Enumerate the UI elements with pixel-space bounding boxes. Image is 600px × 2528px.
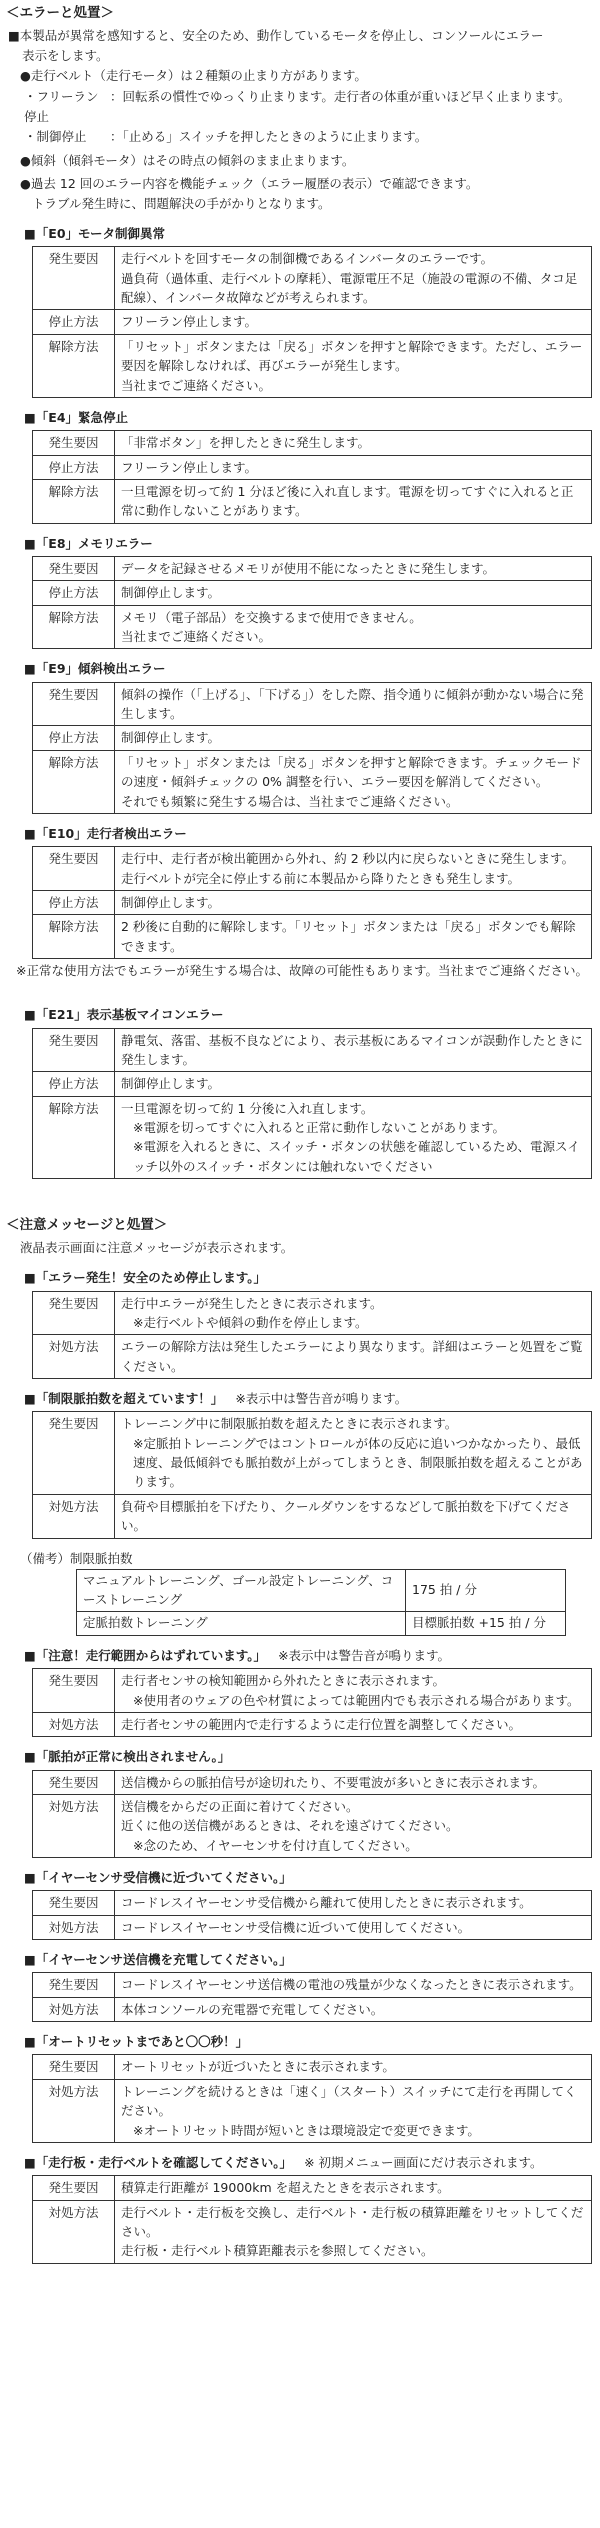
row-label: 発生要因 <box>33 847 115 891</box>
cautions-intro: 液晶表示画面に注意メッセージが表示されます。 <box>20 1240 294 1256</box>
row-value-line: ※オートリセット時間が短いときは環境設定で変更できます。 <box>133 2122 480 2138</box>
row-value-line: エラーの解除方法は発生したエラーにより異なります。詳細はエラーと処置をご覧ください。 <box>121 1339 583 1374</box>
row-label: 発生要因 <box>33 2176 115 2200</box>
row-value-line: 「リセット」ボタンまたは「戻る」ボタンを押すと解除できます。ただし、エラー要因を解除しなければ、再びエラーが発生します。 <box>121 338 583 374</box>
row-label: 発生要因 <box>33 1770 115 1794</box>
table-row <box>33 455 592 479</box>
row-value <box>115 1713 592 1737</box>
row-value <box>115 1770 592 1794</box>
row-label: 停止方法 <box>33 890 115 914</box>
table-row <box>33 334 592 397</box>
row-value <box>115 682 592 726</box>
info-table <box>32 1972 592 2022</box>
row-value-line: 送信機をからだの正面に着けてください。 <box>121 1799 359 1815</box>
row-value-line: ※定脈拍トレーニングではコントロールが体の反応に追いつかなかったり、最低速度、最低傾斜でも脈拍数が上がってしまうとき、制限脈拍数を超えることがあります。 <box>133 1435 583 1490</box>
section-title <box>6 824 592 844</box>
row-value <box>115 1412 592 1495</box>
row-label: 対処方法 <box>33 1795 115 1858</box>
section-title <box>6 1950 592 1970</box>
section-title-text: ■「E21」表示基板マイコンエラー <box>24 1007 224 1023</box>
spacer <box>6 981 592 995</box>
row-label: 解除方法 <box>33 605 115 649</box>
table-row <box>33 1072 592 1096</box>
row-value <box>115 1335 592 1379</box>
section-title-text: ■「走行板・走行ベルトを確認してください。」 <box>24 2154 293 2170</box>
row-label: 停止方法 <box>33 1072 115 1096</box>
row-value <box>115 1291 592 1335</box>
row-label: 発生要因 <box>33 1669 115 1713</box>
row-label: 対処方法 <box>33 1335 115 1379</box>
reference-cell: 目標脈拍数 +15 拍 / 分 <box>406 1612 566 1636</box>
row-label: 発生要因 <box>33 1412 115 1495</box>
row-label: 発生要因 <box>33 1291 115 1335</box>
row-value-line: ※走行ベルトや傾斜の動作を停止します。 <box>133 1314 368 1330</box>
table-row <box>33 1028 592 1072</box>
table-row <box>33 1096 592 1179</box>
section-title-text: ■「E0」モータ制御異常 <box>24 226 166 242</box>
row-value-line: コードレスイヤーセンサ受信機から離れて使用したときに表示されます。 <box>121 1895 532 1911</box>
section-title-text: ■「注意！走行範囲からはずれています。」 <box>24 1648 267 1664</box>
row-value <box>115 1096 592 1179</box>
table-row <box>33 1997 592 2021</box>
row-value <box>115 1795 592 1858</box>
row-label: 対処方法 <box>33 2200 115 2263</box>
row-value-line: 「リセット」ボタンまたは「戻る」ボタンを押すと解除できます。チェックモードの速度・傾斜チェックの 0% 調整を行い、エラー要因を解消してください。 <box>121 754 582 790</box>
row-label: 対処方法 <box>33 1713 115 1737</box>
row-value <box>115 1973 592 1997</box>
row-label: 対処方法 <box>33 1494 115 1538</box>
row-value-line: ※使用者のウェアの色や材質によっては範囲内でも表示される場合があります。 <box>133 1692 580 1708</box>
error-sections <box>6 224 592 1179</box>
row-value <box>115 1891 592 1915</box>
row-value <box>115 1669 592 1713</box>
row-value-line: 走行板・走行ベルト積算距離表示を参照してください。 <box>121 2243 434 2259</box>
info-table <box>32 682 592 814</box>
row-value-line: データを記録させるメモリが使用不能になったときに発生します。 <box>121 560 496 576</box>
info-table <box>32 1668 592 1737</box>
row-value-line: 当社までご連絡ください。 <box>121 377 272 393</box>
row-value-line: 一旦電源を切って約 1 分ほど後に入れ直します。電源を切ってすぐに入れると正常に動作しないことがあります。 <box>121 483 574 519</box>
section-title <box>6 1389 592 1409</box>
section-title <box>6 1005 592 1025</box>
reference-title: （備考）制限脈拍数 <box>20 1550 133 1566</box>
table-row <box>33 1291 592 1335</box>
info-table <box>32 2175 592 2264</box>
row-value-line: 負荷や目標脈拍を下げたり、クールダウンをするなどして脈拍数を下げてください。 <box>121 1498 571 1534</box>
row-value-line: 走行者センサの検知範囲から外れたときに表示されます。 <box>121 1673 446 1689</box>
row-value-line: 走行者センサの範囲内で走行するように走行位置を調整してください。 <box>121 1717 522 1733</box>
stop-types-title: ●走行ベルト（走行モータ）は２種類の止まり方があります。 <box>20 68 367 84</box>
info-table <box>32 1028 592 1180</box>
section-title-text: ■「E4」緊急停止 <box>24 409 129 425</box>
table-row <box>77 1612 566 1636</box>
section-title <box>6 1268 592 1288</box>
section-title-text: ■「制限脈拍数を超えています！」 <box>24 1391 224 1407</box>
row-value-line: コードレスイヤーセンサ送信機の電池の残量が少なくなったときに表示されます。 <box>121 1977 582 1993</box>
errors-intro-line: 表示をします。 <box>22 48 109 64</box>
section-title-text: ■「E10」走行者検出エラー <box>24 825 187 841</box>
row-value-line: ※電源を切ってすぐに入れると正常に動作しないことがあります。 <box>133 1120 505 1136</box>
table-row <box>33 1973 592 1997</box>
table-row <box>33 682 592 726</box>
info-table <box>32 1291 592 1380</box>
row-label: 発生要因 <box>33 1028 115 1072</box>
row-value <box>115 1494 592 1538</box>
table-row <box>33 1891 592 1915</box>
table-row <box>33 556 592 580</box>
row-value-line: 積算走行距離が 19000km を超えたときを表示されます。 <box>121 2180 450 2196</box>
section-title <box>6 2032 592 2052</box>
reference-table <box>76 1569 566 1636</box>
stop-type-controlled <box>6 127 592 147</box>
cautions-heading: ＜注意メッセージと処置＞ <box>6 1217 168 1234</box>
stop-type-term: ・フリーラン停止 <box>24 88 99 124</box>
row-value <box>115 2176 592 2200</box>
row-value-line: 制御停止します。 <box>121 894 221 910</box>
section-title-note: ※表示中は警告音が鳴ります。 <box>278 1648 451 1664</box>
row-value-line: 当社までご連絡ください。 <box>121 629 272 645</box>
row-value <box>115 847 592 891</box>
info-table <box>32 1890 592 1940</box>
row-value <box>115 247 592 310</box>
section-title-text: ■「E9」傾斜検出エラー <box>24 661 166 677</box>
history-note-sub: トラブル発生時に、問題解決の手がかりとなります。 <box>32 195 331 211</box>
row-label: 停止方法 <box>33 581 115 605</box>
section-title-text: ■「イヤーセンサ送信機を充電してください。」 <box>24 1952 292 1968</box>
row-label: 発生要因 <box>33 1973 115 1997</box>
section-title-text: ■「E8」メモリエラー <box>24 535 153 551</box>
row-value <box>115 1072 592 1096</box>
table-row <box>33 847 592 891</box>
row-value-line: コードレスイヤーセンサ受信機に近づいて使用してください。 <box>121 1919 471 1935</box>
info-table <box>32 846 592 959</box>
table-row <box>33 2055 592 2079</box>
row-value <box>115 1915 592 1939</box>
section-title <box>6 659 592 679</box>
row-value-line: メモリ（電子部品）を交換するまで使用できません。 <box>121 609 422 625</box>
row-value-line: それでも頻繁に発生する場合は、当社までご連絡ください。 <box>121 793 459 809</box>
stop-type-desc: ：「止める」スイッチを押したときのように止まります。 <box>110 129 428 145</box>
reference-cell: 定脈拍数トレーニング <box>77 1612 406 1636</box>
row-label: 解除方法 <box>33 915 115 959</box>
section-title <box>6 1868 592 1888</box>
info-table <box>32 2054 592 2143</box>
section-title-text: ■「イヤーセンサ受信機に近づいてください。」 <box>24 1870 292 1886</box>
row-label: 解除方法 <box>33 479 115 523</box>
info-table <box>32 430 592 524</box>
section-title <box>6 534 592 554</box>
table-row <box>33 1795 592 1858</box>
row-value <box>115 310 592 334</box>
row-value-line: 過負荷（過体重、走行ベルトの摩耗）、電源電圧不足（施設の電源の不備、タコ足配線）、インバータ故障などが考えられます。 <box>121 270 578 306</box>
tilt-note: ●傾斜（傾斜モータ）はその時点の傾斜のまま止まります。 <box>20 153 355 169</box>
row-value <box>115 479 592 523</box>
row-value-line: 「非常ボタン」を押したときに発生します。 <box>121 435 371 451</box>
row-value-line: 傾斜の操作（「上げる」、「下げる」）をした際、指令通りに傾斜が動かない場合に発生します。 <box>121 686 584 722</box>
table-row <box>33 2079 592 2142</box>
row-value <box>115 726 592 750</box>
row-value <box>115 1028 592 1072</box>
table-row <box>33 1669 592 1713</box>
table-row <box>33 2200 592 2263</box>
row-label: 停止方法 <box>33 455 115 479</box>
row-value <box>115 1997 592 2021</box>
row-value-line: 本体コンソールの充電器で充電してください。 <box>121 2001 384 2017</box>
row-value-line: 走行ベルト・走行板を交換し、走行ベルト・走行板の積算距離をリセットしてください。 <box>121 2204 584 2239</box>
row-value-line: 走行中エラーが発生したときに表示されます。 <box>121 1295 383 1311</box>
stop-type-desc: ：回転系の慣性でゆっくり止まります。走行者の体重が重いほど早く止まります。 <box>110 88 571 104</box>
table-row <box>33 1335 592 1379</box>
caution-sections-2 <box>6 1646 592 2264</box>
table-row <box>33 1915 592 1939</box>
row-value-line: 近くに他の送信機があるときは、それを遠ざけてください。 <box>121 1818 459 1834</box>
table-row <box>33 1412 592 1495</box>
errors-heading: ＜エラーと処置＞ <box>6 5 114 21</box>
row-value <box>115 605 592 649</box>
row-value-line: 2 秒後に自動的に解除します。「リセット」ボタンまたは「戻る」ボタンでも解除できます。 <box>121 919 576 954</box>
stop-type-term: ・制御停止 <box>24 129 87 145</box>
table-row <box>33 915 592 959</box>
row-value-line: 制御停止します。 <box>121 730 221 746</box>
reference-cell: マニュアルトレーニング、ゴール設定トレーニング、コーストレーニング <box>77 1569 406 1612</box>
row-label: 発生要因 <box>33 2055 115 2079</box>
errors-intro <box>6 26 592 67</box>
table-row <box>33 479 592 523</box>
section-title <box>6 2153 592 2173</box>
row-label: 発生要因 <box>33 556 115 580</box>
row-value <box>115 431 592 455</box>
section-title <box>6 224 592 244</box>
row-value-line: 走行中、走行者が検出範囲から外れ、約 2 秒以内に戻らないときに発生します。走行ベルトが完全に停止する前に本製品から降りたときも発生します。 <box>121 851 575 886</box>
row-value-line: ※念のため、イヤーセンサを付け直してください。 <box>133 1837 418 1853</box>
row-label: 対処方法 <box>33 1915 115 1939</box>
row-label: 停止方法 <box>33 726 115 750</box>
row-value-line: 静電気、落雷、基板不良などにより、表示基板にあるマイコンが誤動作したときに発生します。 <box>121 1032 583 1067</box>
section-title <box>6 1646 592 1666</box>
table-row <box>33 310 592 334</box>
row-value <box>115 890 592 914</box>
row-value <box>115 915 592 959</box>
info-table <box>32 246 592 398</box>
stop-type-freerun <box>6 87 592 128</box>
section-title-text: ■「脈拍が正常に検出されません。」 <box>24 1749 231 1765</box>
row-label: 対処方法 <box>33 1997 115 2021</box>
spacer <box>6 1179 592 1215</box>
section-note: ※正常な使用方法でもエラーが発生する場合は、故障の可能性もあります。当社までご連絡ください。 <box>16 963 588 979</box>
row-value <box>115 334 592 397</box>
table-row <box>33 581 592 605</box>
row-label: 停止方法 <box>33 310 115 334</box>
table-row <box>77 1569 566 1612</box>
row-value-line: 一旦電源を切って約 1 分後に入れ直します。 <box>121 1100 374 1116</box>
row-value <box>115 455 592 479</box>
row-label: 解除方法 <box>33 334 115 397</box>
row-value-line: 制御停止します。 <box>121 1076 221 1092</box>
row-value-line: ※電源を入れるときに、スイッチ・ボタンの状態を確認しているため、電源スイッチ以外のスイッチ・ボタンには触れないでください <box>133 1139 580 1174</box>
section-title <box>6 1747 592 1767</box>
row-label: 対処方法 <box>33 2079 115 2142</box>
row-label: 解除方法 <box>33 750 115 813</box>
row-label: 発生要因 <box>33 682 115 726</box>
row-value <box>115 581 592 605</box>
table-row <box>33 2176 592 2200</box>
table-row <box>33 247 592 310</box>
caution-sections <box>6 1268 592 1538</box>
row-value-line: トレーニングを続けるときは「速く」（スタート）スイッチにて走行を再開してください。 <box>121 2083 577 2119</box>
section-title-note: ※表示中は警告音が鳴ります。 <box>235 1391 408 1407</box>
errors-intro-line: ■本製品が異常を感知すると、安全のため、動作しているモータを停止し、コンソールにエラー <box>8 27 544 43</box>
table-row <box>33 890 592 914</box>
document <box>6 3 592 2264</box>
row-label: 解除方法 <box>33 1096 115 1179</box>
reference-cell: 175 拍 / 分 <box>406 1569 566 1612</box>
row-value-line: フリーラン停止します。 <box>121 459 258 475</box>
row-value-line: 制御停止します。 <box>121 585 221 601</box>
row-value <box>115 2079 592 2142</box>
row-value-line: 走行ベルトを回すモータの制御機であるインバータのエラーです。 <box>121 251 494 267</box>
row-value <box>115 2200 592 2263</box>
row-value-line: オートリセットが近づいたときに表示されます。 <box>121 2059 395 2075</box>
info-table <box>32 1411 592 1538</box>
section-title <box>6 408 592 428</box>
info-table <box>32 556 592 650</box>
row-value <box>115 2055 592 2079</box>
info-table <box>32 1770 592 1859</box>
row-value-line: フリーラン停止します。 <box>121 314 258 330</box>
section-title-note: ※ 初期メニュー画面にだけ表示されます。 <box>304 2154 543 2170</box>
table-row <box>33 431 592 455</box>
row-value <box>115 556 592 580</box>
history-note: ●過去 12 回のエラー内容を機能チェック（エラー履歴の表示）で確認できます。 <box>20 175 479 191</box>
table-row <box>33 1713 592 1737</box>
row-label: 発生要因 <box>33 1891 115 1915</box>
row-label: 発生要因 <box>33 247 115 310</box>
table-row <box>33 1770 592 1794</box>
row-value-line: トレーニング中に制限脈拍数を超えたときに表示されます。 <box>121 1416 458 1432</box>
row-label: 発生要因 <box>33 431 115 455</box>
section-title-text: ■「エラー発生！安全のため停止します。」 <box>24 1270 267 1286</box>
section-title-text: ■「オートリセットまであと〇〇秒！」 <box>24 2034 249 2050</box>
table-row <box>33 750 592 813</box>
table-row <box>33 605 592 649</box>
table-row <box>33 1494 592 1538</box>
row-value-line: 送信機からの脈拍信号が途切れたり、不要電波が多いときに表示されます。 <box>121 1774 546 1790</box>
table-row <box>33 726 592 750</box>
row-value <box>115 750 592 813</box>
